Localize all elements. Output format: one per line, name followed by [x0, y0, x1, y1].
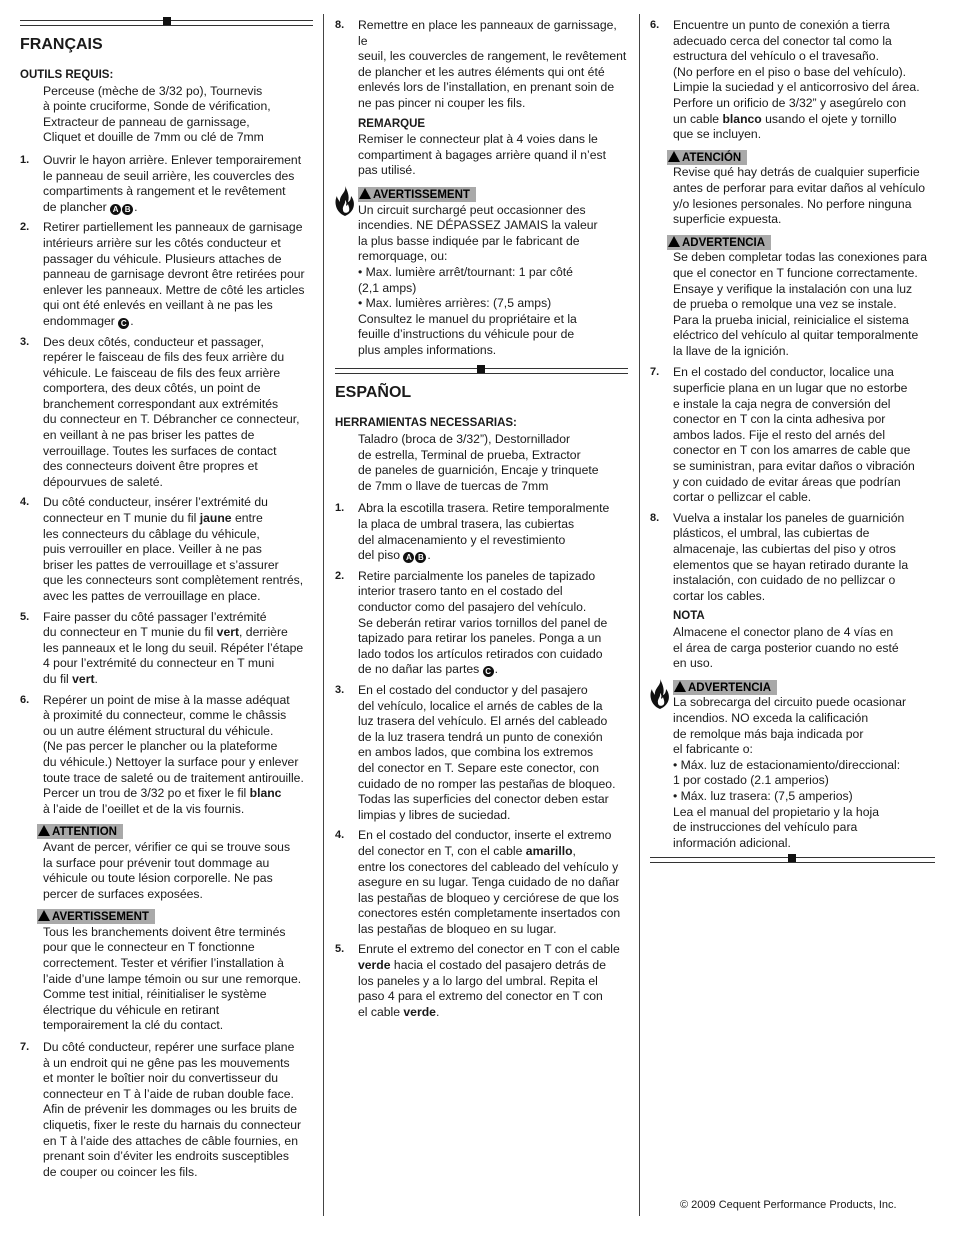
steps-list-continued — [20, 1040, 313, 1180]
nota-note — [673, 609, 935, 671]
avertissement-2-tail — [358, 312, 628, 359]
attention-text — [43, 840, 313, 902]
text-line: Revise qué hay detrás de cualquier superficie — [673, 165, 920, 180]
text-line: conector en T con los amarres de cable que — [673, 443, 911, 458]
text-line: lado todos los artículos retirados con cuidado — [358, 646, 603, 661]
step-number: 5. — [335, 943, 345, 956]
text-line: pour que le connecteur en T fonctionne — [43, 940, 255, 955]
text-line: 1 por costado (2.1 amperios) — [673, 773, 829, 788]
step-number: 8. — [335, 19, 345, 31]
text-line: de 7mm o llave de tuercas de 7mm — [358, 478, 549, 493]
text-line: cortar o pellizcar el cable. — [673, 490, 812, 505]
text-line: l’aide d’une lampe témoin ou sur une remorque. — [43, 971, 302, 986]
step-number: 6. — [650, 19, 660, 31]
text-line: connecteur en T munie du fil jaune entre — [43, 511, 263, 526]
tools-heading: OUTILS REQUIS: — [20, 69, 114, 81]
figure-callout-a-icon: A — [110, 204, 121, 215]
text-line: eléctrico del vehículo al quitar temporalmente — [673, 328, 919, 343]
text-line: du connecteur en T. Débrancher ce connecteur, — [43, 412, 300, 427]
text-line: remorquage, ou: — [358, 249, 448, 264]
text-line: instalación, con cuidado de no pellizcar o — [673, 573, 896, 588]
text-line: asegure en su lugar. Tenga cuidado de no dañar — [358, 875, 620, 890]
text-line: le panneau de seuil arrière, les couvercles des — [43, 168, 295, 183]
warning-triangle-icon — [668, 236, 680, 247]
text-line: entre los conectores del cableado del vehículo y — [358, 859, 619, 874]
text-line: el cable verde. — [358, 1004, 440, 1019]
text-line: Du côté conducteur, repérer une surface plane — [43, 1040, 295, 1055]
warning-triangle-icon — [38, 910, 50, 921]
text-line: de remolque más baja indicada por — [673, 726, 864, 741]
step-item — [20, 153, 313, 215]
text-line: endommager C . — [43, 313, 134, 328]
figure-callout-c-icon: C — [118, 318, 129, 329]
text-line: de estrella, Terminal de prueba, Extractor — [358, 447, 581, 462]
step-number: 1. — [20, 153, 30, 166]
text-line: (No perfore en el piso o base del vehículo). — [673, 64, 907, 79]
text-line: correctement. Tester et vérifier l’installation à — [43, 956, 284, 971]
text-line: en ambos lados, que combina los extremos — [358, 745, 594, 760]
steps-list-fr-cont — [335, 18, 628, 112]
text-line: Se deberán retirar varios tornillos del panel de — [358, 615, 608, 630]
text-line: connecteur en T à l’aide de ruban double face. — [43, 1086, 294, 1101]
section-rule — [335, 368, 628, 374]
text-line: Du côté conducteur, insérer l’extrémité du — [43, 495, 268, 510]
wire-color-label: verde — [403, 1004, 436, 1019]
step-item — [335, 569, 628, 678]
text-line: briser les pattes de verrouillage et s’assurer — [43, 557, 279, 572]
text-line: • Max. lumières arrières: (7,5 amps) — [358, 296, 552, 311]
bullet-item — [358, 265, 628, 296]
text-line: véhicule ou toute lésion corporelle. Ne pas — [43, 871, 273, 886]
text-line: que el conector en T funcione correctamente. — [673, 265, 918, 280]
text-line: almacenaje, las cubiertas del piso y otros — [673, 542, 896, 556]
advertencia-note — [667, 233, 935, 360]
text-line: du fil vert. — [43, 671, 98, 686]
step-number: 7. — [20, 1041, 30, 1054]
steps-list-es-cont-3 — [650, 511, 935, 605]
text-line: cliquetis, fixer le reste du harnais du connecteur — [43, 1118, 302, 1132]
figure-callout-b-icon: B — [415, 552, 426, 563]
text-line: En el costado del conductor y del pasajero — [358, 682, 588, 697]
wire-color-label: verde — [358, 958, 391, 973]
text-line: estructura del vehículo o el travesaño. — [673, 49, 879, 64]
text-line: En el costado del conductor, localice una — [673, 365, 894, 380]
avertissement-text — [43, 925, 313, 1034]
atencion-text — [673, 165, 935, 227]
bullet-item — [673, 758, 935, 789]
text-line: e instale la caja negra de conversión del — [673, 396, 891, 411]
text-line: seuil, les couvercles de rangement, le revêtement — [358, 49, 627, 64]
atencion-badge: ATENCIÓN — [667, 150, 747, 165]
text-line: repérer le faisceau de fils des feux arrière du — [43, 350, 285, 365]
text-line: du véhicule.) Nettoyer la surface pour y enlever — [43, 754, 299, 769]
nota-heading: NOTA — [673, 610, 705, 623]
text-line: verrouillage. Toutes les surfaces de contact — [43, 443, 277, 458]
text-line: Extracteur de panneau de garnissage, — [43, 114, 250, 129]
step-item — [20, 220, 313, 329]
text-line: La sobrecarga del circuito puede ocasionar — [673, 695, 907, 710]
text-line: tapizado para retirar los paneles. Ponga a un — [358, 631, 602, 646]
advertencia-2-bullets — [673, 758, 935, 805]
text-line: véhicule. Le faisceau de fils des feux arrière — [43, 365, 281, 380]
text-line: pas utilisé. — [358, 163, 416, 178]
text-line: la surface pour prévenir tout dommage au — [43, 855, 270, 870]
step-number: 3. — [20, 335, 30, 348]
text-line: puis verrouiller en place. Veiller à ne pas — [43, 542, 262, 557]
text-line: Se deben completar todas las conexiones para — [673, 250, 928, 265]
text-line: toute trace de saleté ou de traitement antirouille. — [43, 770, 304, 785]
text-line: passager du véhicule. Plusieurs attaches de — [43, 251, 282, 266]
text-line: du connecteur en T munie du fil vert, derrière — [43, 625, 288, 640]
text-line: de paneles de guarnición, Encaje y trinquete — [358, 463, 599, 478]
avertissement-2-bullets — [358, 265, 628, 312]
copyright-notice: © 2009 Cequent Performance Products, Inc. — [680, 1199, 897, 1211]
text-line: que se incluyen. — [673, 127, 762, 142]
text-line: panneau de garnisage devront être retirées pour — [43, 267, 305, 282]
text-line: compartiments à rangement et le revêtement — [43, 184, 286, 199]
text-line: la plus basse indiquée par le fabricant de — [358, 233, 580, 248]
text-line: de no dañar las partes C . — [358, 662, 499, 677]
text-line: prenant soin d’éviter les endroits susceptibles — [43, 1149, 289, 1164]
figure-callout-c-icon: C — [483, 666, 494, 677]
text-line: de prueba o remolque una vez se instale. — [673, 297, 897, 312]
step-item — [20, 610, 313, 688]
text-line: el fabricante o: — [673, 742, 753, 757]
text-line: en veillant à ne pas briser les pattes de — [43, 428, 255, 443]
bullet-item — [673, 789, 935, 805]
step-item — [20, 1040, 313, 1180]
advertencia-badge: ADVERTENCIA — [667, 235, 771, 250]
text-line: Repérer un point de mise à la masse adéquat — [43, 692, 290, 707]
text-line: elementos que se hayan retirado durante la — [673, 557, 909, 572]
text-line: superficie plana en un lugar que no estorbe — [673, 381, 908, 396]
column-divider-1 — [323, 14, 324, 1216]
column-divider-2 — [639, 14, 640, 1216]
text-line: Percer un trou de 3/32 po et fixer le fil blanc — [43, 786, 282, 801]
figure-callout-b-icon: B — [122, 204, 133, 215]
warning-triangle-icon — [674, 681, 686, 692]
avertissement-badge: AVERTISSEMENT — [37, 909, 155, 924]
text-line: se suministran, para evitar daños o vibración — [673, 459, 915, 474]
text-line: Remiser le connecteur plat à 4 voies dans le — [358, 132, 598, 147]
text-line: incendies. NE DÉPASSEZ JAMAIS la valeur — [358, 218, 598, 233]
remarque-note — [358, 117, 628, 179]
text-line: Abra la escotilla trasera. Retire temporalmente — [358, 501, 610, 516]
text-line: de plancher A B . — [43, 199, 138, 214]
section-rule — [650, 857, 935, 863]
advertencia-text — [673, 250, 935, 359]
tools-heading-es: HERRAMIENTAS NECESSARIAS: — [335, 417, 517, 430]
text-line: luz trasera del vehículo. El arnés del cableado — [358, 714, 608, 729]
text-line: les panneaux et le long du seuil. Répéter l’étape — [43, 640, 304, 655]
attention-note — [37, 822, 313, 902]
text-line: cortar los cables. — [673, 588, 766, 603]
step-number: 5. — [20, 610, 30, 623]
wire-color-label: blanc — [249, 786, 282, 801]
text-line: de plancher et les autres éléments qui ont été — [358, 64, 605, 79]
text-line: à pointe cruciforme, Sonde de vérification, — [43, 99, 271, 114]
step-number: 1. — [335, 502, 345, 515]
text-line: compartiment à bagages arrière quand il n’est — [358, 147, 606, 162]
text-line: Todas las superficies del conector deben estar — [358, 792, 609, 807]
text-line: limpias y libres de suciedad. — [358, 807, 511, 822]
steps-list — [20, 153, 313, 817]
text-line: électrique du véhicule en retirant — [43, 1002, 220, 1017]
attention-badge: ATTENTION — [37, 824, 123, 839]
text-line: Limpie la suciedad y el anticorrosivo del área. — [673, 80, 920, 95]
avertissement-note — [37, 907, 313, 1034]
text-line: los paneles y a lo largo del umbral. Repita el — [358, 973, 598, 988]
column-3 — [650, 0, 935, 863]
text-line: enlevés lors de l’installation, en prenant soin de — [358, 80, 615, 95]
avertissement-2-text — [358, 203, 628, 265]
figure-callout-a-icon: A — [403, 552, 414, 563]
text-line: Almacene el conector plano de 4 vías en — [673, 624, 894, 639]
wire-color-label: jaune — [199, 511, 232, 526]
text-line: las pestañas de bloqueo y cerciórese de que los — [358, 890, 619, 905]
text-line: Remettre en place les panneaux de garnissage, le — [358, 18, 617, 48]
text-line: percer de surfaces exposées. — [43, 886, 203, 901]
text-line: ambos lados. Fije el resto del arnés del — [673, 427, 886, 442]
text-line: Lea el manual del propietario y la hoja — [673, 804, 879, 819]
steps-list-es-cont-2 — [650, 365, 935, 505]
text-line: dépourvues de saleté. — [43, 474, 163, 489]
avertissement-fire-note — [358, 185, 628, 359]
text-line: conductor como del pasajero del vehículo. — [358, 600, 587, 614]
wire-color-label: vert — [72, 671, 95, 686]
column-1 — [20, 0, 313, 1185]
text-line: des connecteurs doivent être propres et — [43, 459, 258, 474]
text-line: del conector en T, con el cable amarillo, — [358, 843, 576, 858]
text-line: (Ne pas percer le plancher ou la plateforme — [43, 739, 278, 754]
avertissement-badge-2: AVERTISSEMENT — [358, 187, 476, 202]
text-line: interior trasero tanto en el costado del — [358, 584, 563, 599]
text-line: à un endroit qui ne gêne pas les mouvements — [43, 1055, 290, 1070]
text-line: Vuelva a instalar los paneles de guarnición — [673, 510, 905, 525]
text-line: del almacenamiento y el revestimiento — [358, 532, 566, 547]
text-line: el área de carga posterior cuando no esté — [673, 640, 899, 655]
advertencia-2-tail — [673, 805, 935, 852]
text-line: Comme test initial, réinitialiser le système — [43, 987, 267, 1002]
text-line: Taladro (broca de 3/32”), Destornillador — [358, 432, 571, 447]
text-line: verde hacia el costado del pasajero detrás de — [358, 958, 606, 973]
text-line: del conector en T. Separe este conector, con — [358, 760, 599, 775]
text-line: de la luz trasera tendrá un punto de conexión — [358, 729, 603, 744]
text-line: la llave de la ignición. — [673, 343, 789, 358]
text-line: adecuado cerca del conector tal como la — [673, 33, 892, 48]
step-number: 3. — [335, 683, 345, 696]
text-line: à proximité du connecteur, comme le châssis — [43, 708, 287, 723]
step-item — [335, 18, 628, 112]
text-line: Encuentre un punto de conexión a tierra — [673, 18, 890, 32]
step-item — [335, 683, 628, 823]
text-line: En el costado del conductor, inserte el extremo — [358, 828, 612, 843]
remarque-text — [358, 132, 628, 179]
text-line: Des deux côtés, conducteur et passager, — [43, 334, 264, 349]
text-line: plus amples informations. — [358, 342, 497, 357]
text-line: en uso. — [673, 656, 713, 671]
step-number: 2. — [335, 569, 345, 582]
step-number: 7. — [650, 366, 660, 379]
text-line: Perfore un orificio de 3/32” y asegúrelo con — [673, 95, 907, 110]
text-line: paso 4 para el extremo del conector en T con — [358, 989, 603, 1004]
step-item — [20, 335, 313, 491]
text-line: • Máx. luz trasera: (7,5 amperios) — [673, 788, 853, 803]
nota-text — [673, 625, 935, 672]
text-line: feuille d’instructions du véhicule pour de — [358, 327, 575, 342]
wire-color-label: amarillo — [525, 843, 573, 858]
french-section-title: FRANÇAIS — [20, 36, 103, 53]
text-line: Avant de percer, vérifier ce qui se trouve sous — [43, 839, 291, 854]
text-line: Para la prueba inicial, reinicialice el sistema — [673, 312, 909, 327]
atencion-note — [667, 148, 935, 228]
fire-hazard-icon — [649, 678, 671, 710]
text-line: enlever les panneaux. Mettre de côté les articles — [43, 282, 305, 297]
text-line: Retire parcialmente los paneles de tapizado — [358, 568, 596, 583]
text-line: de instrucciones del vehículo para — [673, 820, 858, 835]
text-line: les connecteurs du câblage du véhicule, — [43, 526, 260, 541]
text-line: à l’aide de l’oeillet et de la vis fournis. — [43, 801, 245, 816]
text-line: qui ont été enlevés en veillant à ne pas les — [43, 298, 273, 313]
warning-triangle-icon — [359, 188, 371, 199]
step-number: 6. — [20, 693, 30, 706]
text-line: • Máx. luz de estacionamiento/direccional: — [673, 757, 901, 772]
text-line: Enrute el extremo del conector en T con el cable — [358, 942, 620, 957]
step-item — [650, 511, 935, 605]
text-line: del piso A B . — [358, 548, 431, 563]
advertencia-2-text — [673, 695, 935, 757]
text-line: Cliquet et douille de 7mm ou clé de 7mm — [43, 130, 264, 145]
text-line: comportera, des deux côtés, un point de — [43, 381, 261, 396]
step-number: 4. — [20, 496, 30, 509]
text-line: y con cuidado de evitar áreas que podrían — [673, 474, 901, 489]
text-line: Ensaye y verifique la instalación con una luz — [673, 281, 913, 296]
text-line: un cable blanco usando el ojete y tornillo — [673, 111, 897, 126]
column-2 — [335, 0, 628, 1025]
step-item — [650, 18, 935, 143]
advertencia-badge-2: ADVERTENCIA — [673, 680, 777, 695]
text-line: avec les pattes de verrouillage en place. — [43, 589, 261, 603]
text-line: Ouvrir le hayon arrière. Enlever temporairement — [43, 152, 302, 167]
warning-triangle-icon — [38, 825, 50, 836]
step-item — [335, 828, 628, 937]
text-line: las pestañas de bloqueo en su lugar. — [358, 921, 557, 936]
advertencia-fire-note — [673, 678, 935, 852]
text-line: antes de perforar para evitar daños al vehículo — [673, 180, 926, 195]
warning-triangle-icon — [668, 151, 680, 162]
text-line: Afin de prévenir les dommages ou les bruits de — [43, 1102, 298, 1117]
text-line: ou un autre élément structural du véhicule. — [43, 723, 274, 738]
step-number: 4. — [335, 829, 345, 842]
tools-list-es — [358, 432, 628, 494]
wire-color-label: blanco — [722, 111, 762, 126]
text-line: ne pas pincer ni couper les fils. — [358, 95, 526, 110]
step-item — [650, 365, 935, 505]
text-line: Consultez le manuel du propriétaire et la — [358, 311, 577, 326]
text-line: (2,1 amps) — [358, 280, 417, 295]
step-item — [20, 495, 313, 604]
remarque-heading: REMARQUE — [358, 117, 426, 130]
text-line: intérieurs arrière sur les côtés conducteur et — [43, 235, 281, 250]
text-line: y/o lesiones personales. No perfore ninguna — [673, 196, 912, 211]
text-line: Faire passer du côté passager l’extrémité — [43, 609, 267, 624]
text-line: que les connecteurs sont complètement rentrés, — [43, 573, 304, 588]
text-line: conectores estén completamente insertados con — [358, 906, 621, 921]
text-line: temporairement la clé du contact. — [43, 1018, 224, 1033]
step-number: 8. — [650, 511, 660, 524]
section-rule — [20, 20, 313, 26]
text-line: Un circuit surchargé peut occasionner des — [358, 202, 586, 217]
text-line: et monter le boîtier noir du convertisseur du — [43, 1071, 279, 1086]
text-line: branchement correspondant aux extrémités — [43, 396, 279, 411]
text-line: superficie expuesta. — [673, 212, 782, 227]
text-line: conector en T con la cinta adhesiva por — [673, 412, 886, 427]
text-line: • Max. lumière arrêt/tournant: 1 par côté — [358, 264, 573, 279]
text-line: la placa de umbral trasera, las cubiertas — [358, 517, 575, 532]
tools-list — [43, 84, 313, 146]
fire-hazard-icon — [334, 185, 356, 217]
text-line: cuidado de no romper las pestañas de bloqueo. — [358, 776, 616, 791]
steps-list-es-cont — [650, 18, 935, 143]
step-item — [335, 942, 628, 1020]
text-line: Tous les branchements doivent être terminés — [43, 924, 286, 939]
spanish-section-title: ESPAÑOL — [335, 384, 412, 402]
text-line: del vehículo, localice el arnés de cables de la — [358, 698, 603, 713]
text-line: información adicional. — [673, 835, 791, 850]
bullet-item — [358, 296, 628, 312]
text-line: 4 pour l’extrémité du connecteur en T muni — [43, 656, 275, 671]
step-item — [20, 693, 313, 818]
text-line: incendios. NO exceda la calificación — [673, 710, 869, 725]
steps-list-es — [335, 501, 628, 1020]
wire-color-label: vert — [216, 625, 240, 640]
text-line: Retirer partiellement les panneaux de garnisage — [43, 220, 303, 235]
text-line: en T à l’aide des attaches de câble fournies, en — [43, 1133, 298, 1148]
step-item — [335, 501, 628, 563]
step-number: 2. — [20, 221, 30, 234]
text-line: de couper ou coincer les fils. — [43, 1164, 198, 1179]
text-line: Perceuse (mèche de 3/32 po), Tournevis — [43, 83, 263, 98]
text-line: plásticos, el umbral, las cubiertas de — [673, 526, 870, 541]
